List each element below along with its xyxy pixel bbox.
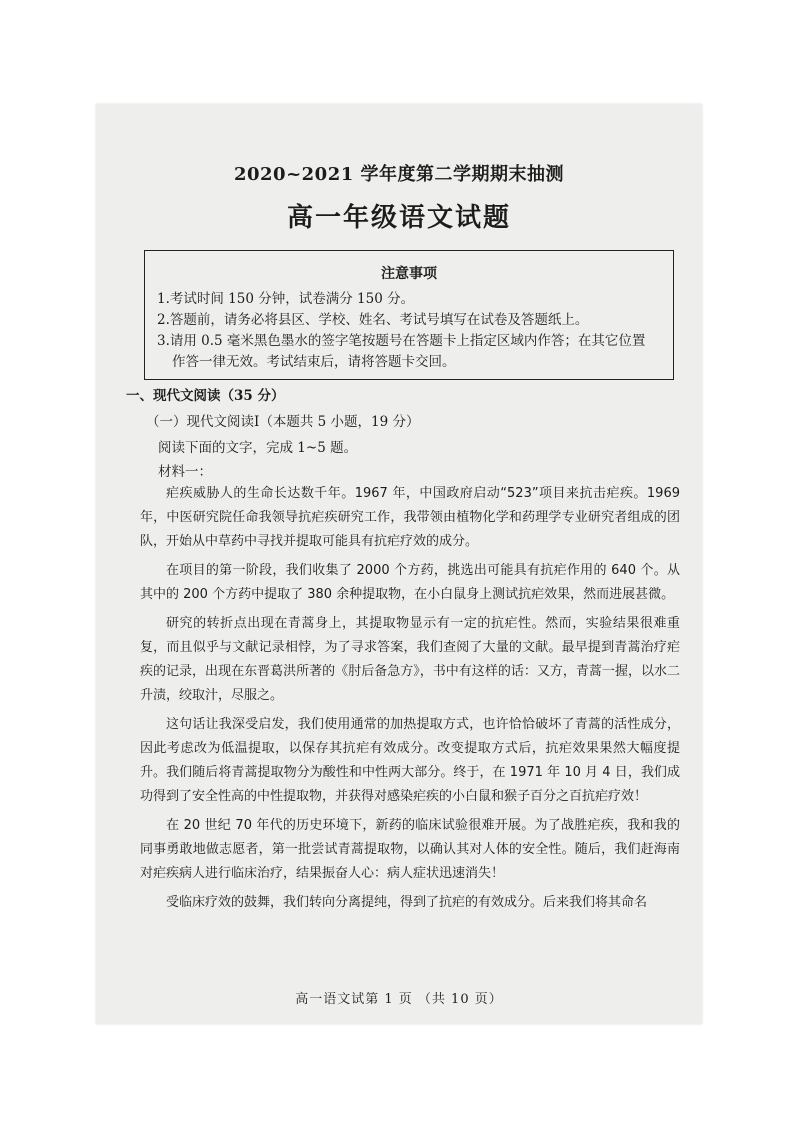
notice-box	[144, 250, 674, 380]
notice-item: 1.考试时间 150 分钟，试卷满分 150 分。	[157, 291, 415, 307]
exam-term-title: 2020~2021 学年度第二学期期末抽测	[233, 164, 565, 185]
material-label: 材料一：	[158, 464, 212, 480]
exam-subject-title: 高一年级语文试题	[286, 203, 511, 233]
reading-instruction: 阅读下面的文字，完成 1~5 题。	[158, 440, 358, 456]
passage-paragraph: 这句话让我深受启发，我们使用通常的加热提取方式，也许恰恰破坏了青蒿的活性成分，因此考虑改为低温提取，以保存其抗疟有效成分。改变提取方式后，抗疟效果果然大幅度提升。我们随后将青蒿提取物分为酸性和中性两大部分。终于，在 1971 年 10 月 4 日，我们成功得到了安全性高的中性提取物，并获得对感染疟疾的小白鼠和猴子百分之百抗疟疗效！	[140, 717, 680, 804]
passage-body	[140, 482, 680, 920]
page-footer: 高一语文试第 1 页 （共 10 页）	[295, 992, 503, 1007]
subsection-heading: （一）现代文阅读Ⅰ（本题共 5 小题，19 分）	[146, 414, 420, 430]
notice-item: 2.答题前，请务必将县区、学校、姓名、考试号填写在试卷及答题纸上。	[157, 312, 589, 328]
exam-page	[96, 104, 702, 1024]
passage-paragraph: 在项目的第一阶段，我们收集了 2000 个方药，挑选出可能具有抗疟作用的 640 个。从其中的 200 个方药中提取了 380 余种提取物，在小白鼠身上测试抗疟效果，然而进展甚微。	[140, 563, 680, 602]
notice-item: 作答一律无效。考试结束后，请将答题卡交回。	[172, 354, 456, 370]
passage-paragraph: 疟疾威胁人的生命长达数千年。1967 年，中国政府启动“523”项目来抗击疟疾。1969 年，中医研究院任命我领导抗疟疾研究工作，我带领由植物化学和药理学专业研究者组成的团队，开始从中草药中寻找并提取可能具有抗疟疗效的成分。	[140, 486, 680, 549]
notice-title: 注意事项	[381, 266, 437, 282]
passage-paragraph: 受临床疗效的鼓舞，我们转向分离提纯，得到了抗疟的有效成分。后来我们将其命名	[166, 895, 648, 910]
passage-paragraph: 研究的转折点出现在青蒿身上，其提取物显示有一定的抗疟性。然而，实验结果很难重复，而且似乎与文献记录相悖，为了寻求答案，我们查阅了大量的文献。最早提到青蒿治疗疟疾的记录，出现在东晋葛洪所著的《肘后备急方》，书中有这样的话：又方，青蒿一握，以水二升渍，绞取汁，尽服之。	[140, 616, 680, 703]
passage-paragraph: 在 20 世纪 70 年代的历史环境下，新药的临床试验很难开展。为了战胜疟疾，我和我的同事勇敢地做志愿者，第一批尝试青蒿提取物，以确认其对人体的安全性。随后，我们赶海南对疟疾病人进行临床治疗，结果振奋人心：病人症状迅速消失！	[140, 818, 680, 881]
section-heading: 一、现代文阅读（35 分）	[126, 388, 285, 404]
notice-item: 3.请用 0.5 毫米黑色墨水的签字笔按题号在答题卡上指定区域内作答；在其它位置	[157, 333, 646, 349]
